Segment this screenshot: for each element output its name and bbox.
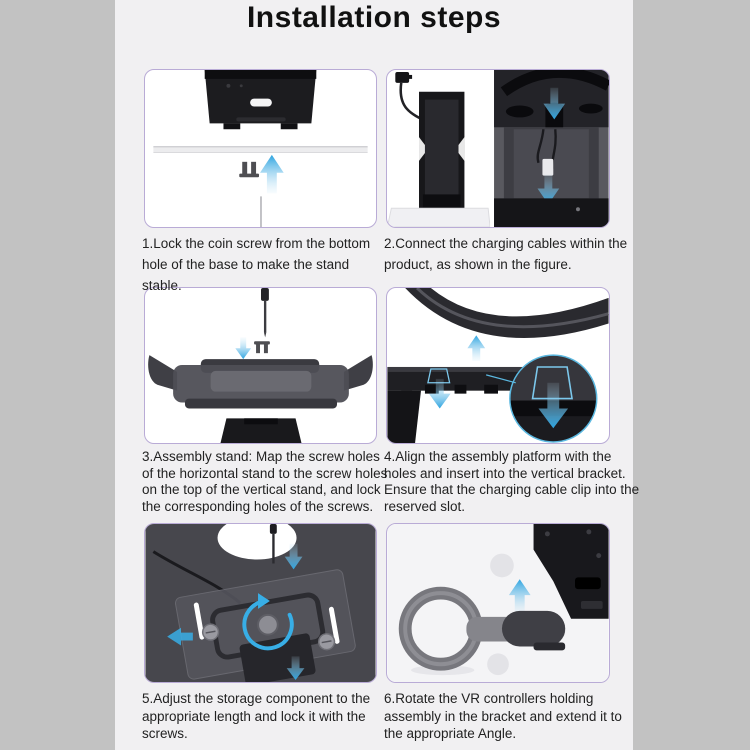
arrow-down-icon (235, 337, 251, 359)
horizontal-stand (148, 355, 373, 408)
coin-screw-icon (239, 162, 259, 177)
base-hole (490, 554, 514, 578)
step2-figure (386, 69, 610, 228)
charger-plug (395, 72, 409, 83)
right-margin-strip (633, 0, 750, 750)
step1-figure (144, 69, 377, 228)
step5-illustration (145, 524, 376, 682)
step3-illustration (145, 288, 376, 443)
step4-figure (386, 287, 610, 444)
step6-illustration (387, 524, 609, 682)
cable-connector (542, 159, 553, 176)
table-edge (153, 146, 367, 153)
step4-illustration (387, 288, 609, 443)
step5-figure (144, 523, 377, 683)
step4-caption: 4.Align the assembly platform with the holes and insert into the vertical bracket. Ensure that the charging cable clip into the reserved slot. (384, 449, 640, 515)
screwdriver-shaft (260, 196, 261, 227)
arrow-up-icon (467, 335, 485, 361)
step3-caption: 3.Assembly stand: Map the screw holes of the horizontal stand to the screw holes on the top of the vertical stand, and lock the corresponding holes of the screws. (142, 449, 388, 515)
headset-cradle-arc (405, 288, 608, 338)
left-margin-strip (0, 0, 115, 750)
stand-base (205, 70, 317, 129)
vertical-stand-with-cable (387, 72, 490, 227)
screw-icon (254, 341, 270, 353)
arrow-up-icon (260, 155, 284, 194)
step3-figure (144, 287, 377, 444)
step1-illustration (145, 70, 376, 227)
page-title: Installation steps (246, 1, 502, 34)
base-hole (487, 653, 509, 675)
step6-caption: 6.Rotate the VR controllers holding assembly in the bracket and extend it to the appropriate Angle. (384, 691, 622, 742)
step6-figure (386, 523, 610, 683)
vertical-stand-top (221, 418, 302, 443)
usb-c-port (250, 99, 272, 107)
center-screw (258, 615, 278, 635)
step5-caption: 5.Adjust the storage component to the appropriate length and lock it with the screws. (142, 691, 371, 742)
step2-caption: 2.Connect the charging cables within the product, as shown in the figure. (384, 236, 628, 272)
step2-illustration (387, 70, 609, 227)
cable-closeup (494, 70, 609, 227)
step1-caption: 1.Lock the coin screw from the bottom hole of the base to make the stand stable. (142, 236, 371, 293)
arm-cap (502, 611, 565, 647)
base-plate (387, 208, 490, 227)
